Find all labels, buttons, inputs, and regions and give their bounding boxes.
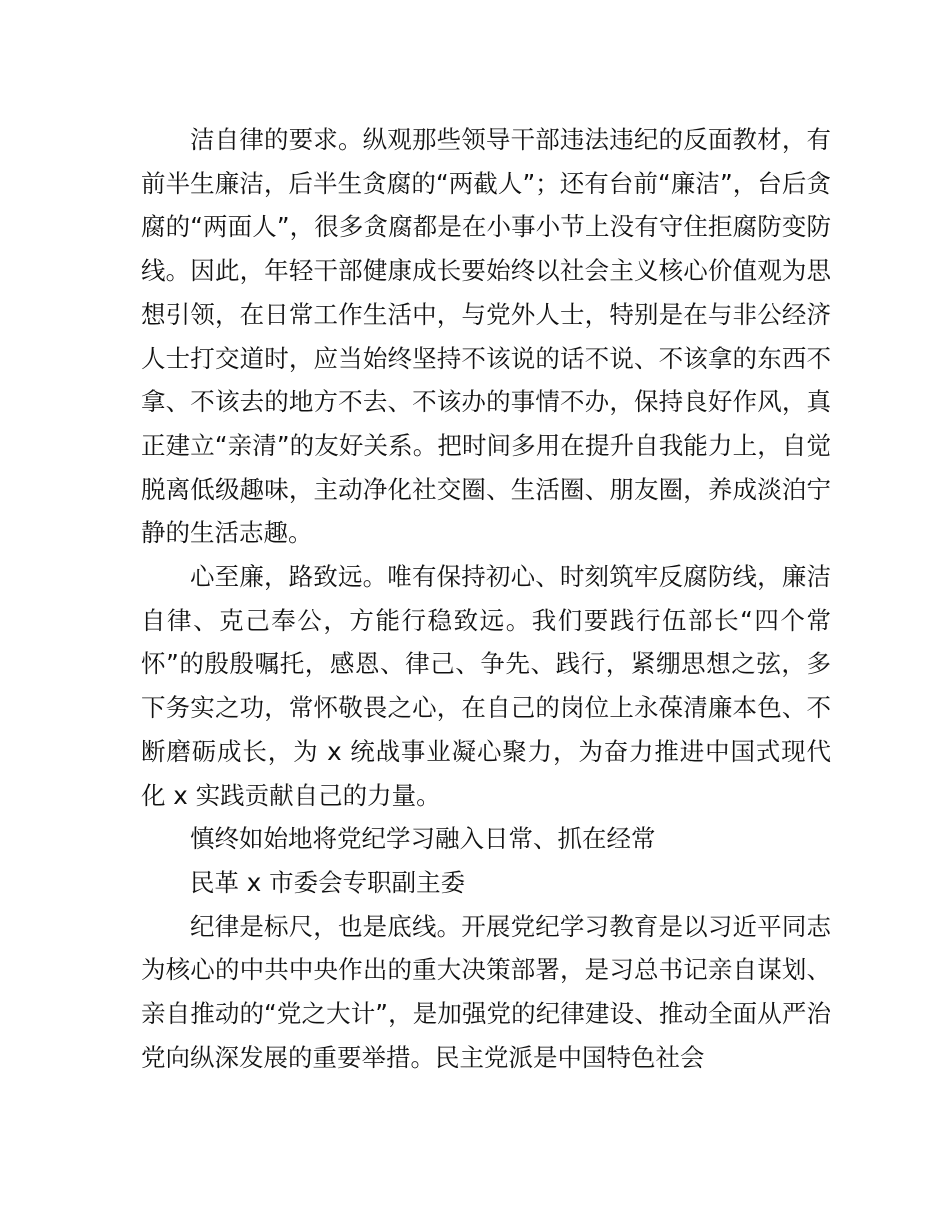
article-heading: 慎终如始地将党纪学习融入日常、抓在经常	[190, 824, 656, 854]
paragraph-discipline: 纪律是标尺，也是底线。开展党纪学习教育是以习近平同志为核心的中共中央作出的重大决策部署，是习总书记亲自谋划、亲自推动的“党之大计”，是加强党的纪律建设、推动全面从严治党向纵深发展的重要举措。民主党派是中国特色社会	[141, 911, 831, 1072]
paragraph-integrity-requirements: 洁自律的要求。纵观那些领导干部违法违纪的反面教材，有前半生廉洁，后半生贪腐的“两截人”；还有台前“廉洁”，台后贪腐的“两面人”，很多贪腐都是在小事小节上没有守住拒腐防变防线。因此，年轻干部健康成长要始终以社会主义核心价值观为思想引领，在日常工作生活中，与党外人士，特别是在与非公经济人士打交道时，应当始终坚持不该说的话不说、不该拿的东西不拿、不该去的地方不去、不该办的事情不办，保持良好作风，真正建立“亲清”的友好关系。把时间多用在提升自我能力上，自觉脱离低级趣味，主动净化社交圈、生活圈、朋友圈，养成淡泊宁静的生活志趣。	[141, 125, 831, 548]
document-body	[141, 118, 831, 1079]
article-author: 民革 x 市委会专职副主委	[190, 867, 466, 897]
paragraph-heart-integrity: 心至廉，路致远。唯有保持初心、时刻筑牢反腐防线，廉洁自律、克己奉公，方能行稳致远。我们要践行伍部长“四个常怀”的殷殷嘱托，感恩、律己、争先、践行，紧绷思想之弦，多下务实之功，常怀敬畏之心，在自己的岗位上永葆清廉本色、不断磨砺成长，为 x 统战事业凝心聚力，为奋力推进中国式现代化 x 实践贡献自己的力量。	[141, 562, 831, 810]
